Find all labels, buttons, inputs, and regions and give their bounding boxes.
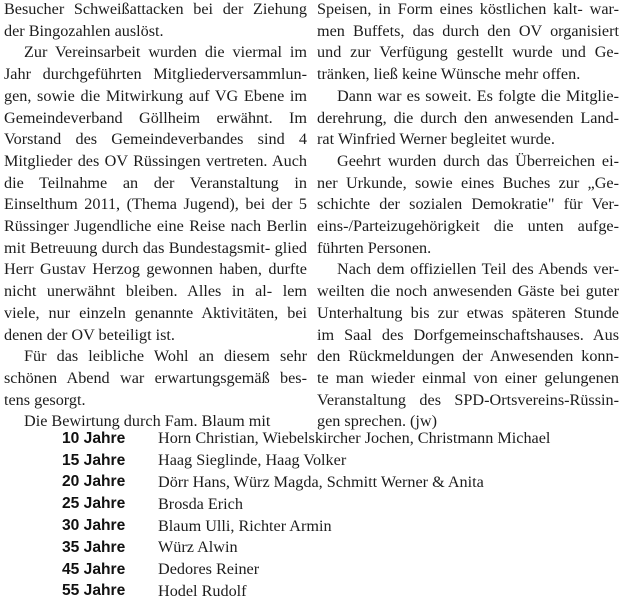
text-line: Unterhaltung bis zur etwas späteren Stunde (317, 303, 619, 322)
honoree-names: Dedores Reiner (158, 560, 260, 579)
text-line: gen sprechen. (jw) (317, 412, 438, 431)
text-line: rat Winfried Werner begleitet wurde. (317, 130, 555, 149)
paragraph (4, 42, 307, 346)
text-line: Gemeindeverband Göllheim erwähnt. Im (4, 108, 307, 127)
honoree-names: Dörr Hans, Würz Magda, Schmitt Werner & Anita (158, 472, 484, 491)
membership-years: 30 Jahre (62, 517, 126, 535)
membership-years: 35 Jahre (62, 538, 126, 556)
text-line: Zur Vereinsarbeit wurden die viermal im (24, 43, 307, 62)
text-line: glied Herr Gustav Herzog gewonnen haben, (4, 238, 307, 279)
honor-row (62, 428, 622, 450)
honors-list (62, 428, 622, 602)
text-line: Rüssinger Jugendliche eine Reise nach Berlin (4, 217, 307, 236)
text-line: schichte der sozialen Demokratie" für Ver- (317, 195, 619, 214)
membership-years: 15 Jahre (62, 451, 126, 469)
text-line: tränken, ließ keine Wünsche mehr offen. (317, 65, 581, 84)
honor-row (62, 537, 622, 559)
honor-row (62, 515, 622, 537)
text-line: Die Bewirtung durch Fam. Blaum mit (24, 412, 271, 431)
left-text-column (4, 0, 307, 433)
text-line: Nach dem offiziellen Teil des Abends ver- (337, 260, 619, 279)
paragraph (317, 86, 619, 151)
text-line: Besucher Schweißattacken bei der Ziehung (4, 0, 307, 18)
text-line: mit Betreuung durch das Bundestagsmit- (4, 238, 271, 257)
text-line: den Rückmeldungen der Anwesenden konn- (317, 347, 619, 366)
honor-row (62, 450, 622, 472)
text-line: führten Personen. (317, 238, 432, 257)
text-line: tens gesorgt. (4, 390, 86, 409)
text-line: Mitglieder des OV Rüssingen vertreten. (4, 151, 268, 170)
text-line: durfte nicht unerwähnt bleiben. Alles in al- (4, 260, 307, 301)
text-line: Speisen, in Form eines köstlichen kalt- war- (317, 0, 619, 18)
text-line: Geehrt wurden durch das Überreichen ei- (337, 151, 619, 170)
honoree-names: Horn Christian, Wiebelskircher Jochen, Christmann Michael (158, 429, 551, 448)
text-line: Für das leibliche Wohl an diesem sehr (24, 347, 307, 366)
text-line: lem viele, nur einzeln genannte Aktivitäten, (4, 282, 308, 322)
text-line: im Saal des Dorfgemeinschaftshauses. Aus (317, 325, 619, 344)
honoree-names: Brosda Erich (158, 494, 243, 513)
honor-row (62, 493, 622, 515)
paragraph (4, 346, 307, 411)
text-line: gen, sowie die Mitwirkung auf VG Ebene im (4, 86, 307, 105)
paragraph (317, 151, 619, 260)
honor-row (62, 581, 622, 603)
membership-years: 25 Jahre (62, 495, 126, 513)
text-line: te man wieder einmal von einer gelungenen (317, 368, 619, 387)
honoree-names: Blaum Ulli, Richter Armin (158, 516, 332, 535)
text-line: bei denen der OV beteiligt ist. (4, 303, 307, 344)
paragraph (4, 0, 307, 42)
honor-row (62, 559, 622, 581)
text-line: Auch die Teilnahme an der Veranstaltung in (4, 151, 307, 192)
text-line: der Bingozahlen auslöst. (4, 21, 164, 40)
membership-years: 55 Jahre (62, 582, 126, 600)
honor-row (62, 472, 622, 494)
membership-years: 20 Jahre (62, 473, 126, 491)
paragraph (317, 259, 619, 433)
text-line: weilten die noch anwesenden Gäste bei guter (317, 282, 619, 301)
honoree-names: Hodel Rudolf (158, 581, 247, 600)
honoree-names: Haag Sieglinde, Haag Volker (158, 451, 347, 470)
text-line: Einselthum 2011, (Thema Jugend), bei der 5 (4, 195, 307, 214)
text-line: schönen Abend war erwartungsgemäß bes- (4, 368, 307, 387)
membership-years: 45 Jahre (62, 560, 126, 578)
text-line: ner Urkunde, sowie eines Buches zur „Ge- (317, 173, 619, 192)
paragraph (317, 0, 619, 86)
text-line: derehrung, die durch den anwesenden Land- (317, 108, 619, 127)
text-line: und zur Verfügung gestellt wurde und Ge- (317, 43, 619, 62)
honoree-names: Würz Alwin (158, 538, 238, 557)
text-line: Jahr durchgeführten Mitgliederversammlun- (4, 65, 307, 84)
membership-years: 10 Jahre (62, 429, 126, 447)
text-line: Veranstaltung des SPD-Ortsvereins-Rüssin- (317, 390, 619, 409)
text-line: men Buffets, das durch den OV organisiert (317, 21, 619, 40)
text-line: Dann war es soweit. Es folgte die Mitglie- (337, 86, 619, 105)
right-text-column (317, 0, 619, 433)
text-line: eins-/Parteizugehörigkeit die unten aufge- (317, 217, 619, 236)
text-line: Vorstand des Gemeindeverbandes sind 4 (4, 130, 307, 149)
